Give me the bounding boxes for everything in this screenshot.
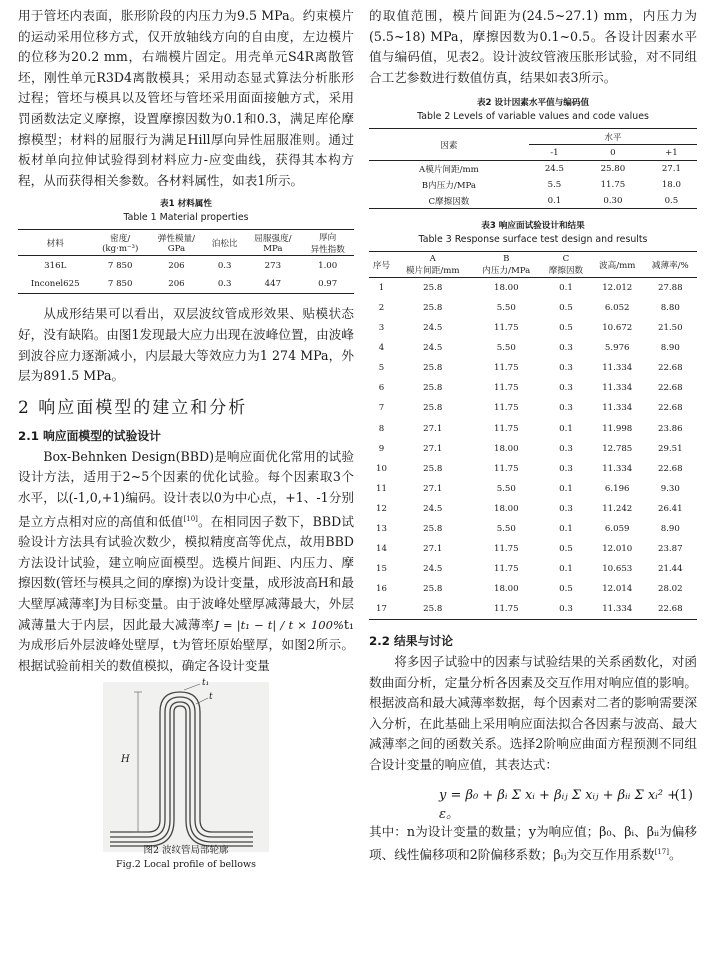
table3-cell: 18.00 xyxy=(493,443,519,454)
table3-cell: 6 xyxy=(378,383,385,394)
table3-row xyxy=(369,559,697,579)
table1-caption-cn: 表1 材料属性 xyxy=(160,199,212,210)
table3-row xyxy=(369,499,697,519)
section-2-2-heading: 2.2 结果与讨论 xyxy=(369,633,453,648)
table2-row xyxy=(369,177,697,193)
table3-cell: 24.5 xyxy=(423,564,443,575)
table3-cell: 2 xyxy=(378,303,385,314)
left-paragraph-1: 用于管坯内表面，胀形阶段的内压力为9.5 MPa。约束模片的运动采用位移方式，仅开放轴线方向的自由度，左边模片的位移为20.2 mm，右端模片固定。用壳单元S4R离散管坯，刚性单元R3D4离散模具；采用动态显式算法分析胀形过程；管坯与模具以及管坯与管坯采用面面接触方式，采用罚函数法定义摩擦，设置摩擦因数为0.1和0.3，满足库伦摩擦模型；材料的屈服行为满足Hill厚向异性屈服准则。通过板材单向拉伸试验得到材料应力-应变曲线，获得其本构方程，从而获得相关参数。各材料属性，如表1所示。 xyxy=(18,8,354,188)
table3-cell: 18.00 xyxy=(493,503,519,514)
table3-cell: 0.3 xyxy=(559,604,573,615)
fig2-label-t1: t₁ xyxy=(202,678,210,689)
table3-cell: 0.5 xyxy=(559,584,573,595)
table3-caption-cn: 表3 响应面试验设计和结果 xyxy=(481,221,585,232)
equation-1 xyxy=(369,776,697,822)
table3-row xyxy=(369,459,697,479)
table3-cell: 9.30 xyxy=(660,483,680,494)
table1-caption-en: Table 1 Material properties xyxy=(123,212,249,224)
table3-cell: 11.75 xyxy=(493,323,519,334)
table2-caption-cn: 表2 设计因素水平值与编码值 xyxy=(476,98,590,109)
table3-cell: 0.5 xyxy=(559,323,573,334)
citation-10: [10] xyxy=(183,514,198,523)
table3-cell: 5.50 xyxy=(496,483,516,494)
table2-cell: 11.75 xyxy=(600,179,626,190)
table3-cell: 21.50 xyxy=(657,323,683,334)
table3-cell: 13 xyxy=(375,524,387,535)
table3-cell: 5.50 xyxy=(496,524,516,535)
table3-cell: 0.3 xyxy=(559,503,573,514)
table3-cell: 23.87 xyxy=(657,544,683,555)
table2-caption-en: Table 2 Levels of variable values and code values xyxy=(417,111,649,123)
left-paragraph-2: 从成形结果可以看出，双层波纹管成形效果、贴模状态好，没有缺陷。由图1发现最大应力出现在波峰位置，由波峰到波谷应力逐渐减小，内层最大等效应力为1 274 MPa，外层为891.5 MPa。 xyxy=(18,306,354,384)
table3-cell: 6.196 xyxy=(604,483,630,494)
table1-cell: Inconel625 xyxy=(30,279,80,290)
table1-cell: 0.3 xyxy=(217,279,232,290)
table2-cell: 24.5 xyxy=(544,164,564,175)
table2-cell: 27.1 xyxy=(661,164,681,175)
table3-cell: 11.242 xyxy=(602,503,633,514)
table3-cell: 0.1 xyxy=(559,283,573,294)
table3-cell: 27.1 xyxy=(423,423,443,434)
figure-2-caption-cn: 图2 波纹管局部轮廓 xyxy=(143,845,229,857)
table3-cell: 11.998 xyxy=(602,423,633,434)
equation-1-number: (1) xyxy=(674,787,693,803)
table3-cell: 22.68 xyxy=(657,604,683,615)
right-column xyxy=(369,6,697,866)
table1-cell: 447 xyxy=(264,279,282,290)
table2-cell: 25.80 xyxy=(600,164,626,175)
table3-row xyxy=(369,479,697,499)
right-paragraph-1: 的取值范围，模片间距为(24.5~27.1) mm，内压力为(5.5~18) MPa，摩擦因数为0.1~0.5。各设计因素水平值与编码值，见表2。设计波纹管液压胀形试验，对不同组合工艺参数进行数值仿真，结果如表3所示。 xyxy=(369,8,697,85)
table3-cell: 8.80 xyxy=(660,303,680,314)
table3-cell: 28.02 xyxy=(657,584,683,595)
table3-cell: 11.334 xyxy=(602,363,633,374)
table1-header-cell: 厚向 异性指数 xyxy=(310,232,345,255)
table2-cell: 5.5 xyxy=(547,179,562,190)
table2-cell: C摩擦因数 xyxy=(428,196,470,207)
figure-2 xyxy=(18,678,354,872)
table3-cell: 14 xyxy=(375,544,387,555)
table3-cell: 10 xyxy=(375,463,387,474)
right-paragraph-2: 将多因子试验中的因素与试验结果的关系函数化，对函数曲面分析，定量分析各因素及交互作用对响应值的影响。根据波高和最大减薄率数据，每个因素对二者的影响需要深入分析，在此基础上采用响应面法拟合各因素与波高、最大减薄率之间的函数关系。选择2阶响应曲面方程预测不同组合设计变量的响应值，其表达式： xyxy=(369,653,697,772)
table1-cell: 1.00 xyxy=(318,260,338,271)
table3-cell: 25.8 xyxy=(423,363,443,374)
table3-cell: 25.8 xyxy=(423,383,443,394)
table1-cell: 7 850 xyxy=(107,279,133,290)
table3-header-cell: B 内压力/MPa xyxy=(482,253,531,276)
table3-header-cell: 波高/mm xyxy=(599,260,636,271)
table3-row xyxy=(369,278,697,298)
table3-cell: 0.1 xyxy=(559,564,573,575)
table3-row xyxy=(369,419,697,439)
table1-cell: 206 xyxy=(168,279,185,290)
table3-cell: 25.8 xyxy=(423,524,443,535)
table2-cell: 18.0 xyxy=(661,179,681,190)
table2-cell: 0.1 xyxy=(547,195,562,206)
equation-1-body: y = β₀ + βᵢ Σ xᵢ + βᵢⱼ Σ xᵢⱼ + βᵢᵢ Σ xᵢ² + ε。 xyxy=(439,787,679,822)
table1-cell: 273 xyxy=(264,260,282,271)
fig2-label-t: t xyxy=(209,692,213,703)
table3-header-cell: A 模片间距/mm xyxy=(405,253,460,276)
table3-cell: 0.3 xyxy=(559,363,573,374)
table1-header-cell: 泊松比 xyxy=(211,238,238,249)
table3-cell: 5.976 xyxy=(604,343,630,354)
section-2-1-heading: 2.1 响应面模型的试验设计 xyxy=(18,428,161,443)
table3-cell: 11.75 xyxy=(493,383,519,394)
table1-header-cell: 密度/ (kg·m⁻³) xyxy=(102,233,139,254)
table3-cell: 17 xyxy=(375,604,387,615)
table3-cell: 11.75 xyxy=(493,604,519,615)
thinning-formula: J = |t₁ − t| / t × 100% xyxy=(214,617,344,632)
table3-row xyxy=(369,439,697,459)
table3-cell: 24.5 xyxy=(423,323,443,334)
table1-header-cell: 屈服强度/ MPa xyxy=(254,233,292,254)
table3-cell: 18.00 xyxy=(493,584,519,595)
table3-cell: 12.010 xyxy=(602,544,633,555)
table3-cell: 29.51 xyxy=(657,443,683,454)
figure-2-caption-en: Fig.2 Local profile of bellows xyxy=(116,859,256,871)
table3-cell: 7 xyxy=(378,403,385,414)
table3-cell: 27.1 xyxy=(423,544,443,555)
table3-cell: 16 xyxy=(375,584,387,595)
table3-cell: 11.75 xyxy=(493,423,519,434)
bellows-profile-drawing xyxy=(18,682,354,852)
citation-17: [17] xyxy=(654,848,669,857)
table1-cell: 206 xyxy=(168,260,185,271)
table3-cell: 25.8 xyxy=(423,403,443,414)
table3-cell: 22.68 xyxy=(657,463,683,474)
left-paragraph-3: Box-Behnken Design(BBD)是响应面优化常用的试验设计方法，适用于2~5个因素的优化试验。每个因素取3个水平，以(-1,0,+1)编码。设计表以0为中心点，+1、-1分别是立方点相对应的高值和低值[10]。在相同因子数下，BBD试验设计方法具有试验次数少，模拟精度高等优点，故用BBD方法设计试验，建立响应面模型。选模片间距、内压力、摩擦因数(管坯与模具之间的摩擦)为设计变量，成形波高H和最大壁厚减薄率J为目标变量。由于波峰处壁厚减薄最大，外层减薄量大于内层，因此最大减薄率J = |t₁ − t| / t × 100%t₁为成形后外层波峰处壁厚，t为管坯原始壁厚，如图2所示。根据试验前相关的数值模拟，确定各设计变量 xyxy=(18,448,355,673)
table1-cell: 316L xyxy=(44,260,67,271)
table3-cell: 27.1 xyxy=(423,483,443,494)
table2-row xyxy=(369,193,697,209)
table2-cell: 0.5 xyxy=(664,195,679,206)
table3-cell: 8 xyxy=(378,423,385,434)
table3-header-cell: 序号 xyxy=(372,260,391,271)
table3-cell: 25.8 xyxy=(423,283,443,294)
table3-row xyxy=(369,338,697,358)
table1-header-cell: 材料 xyxy=(46,238,64,249)
table3-cell: 0.1 xyxy=(559,483,573,494)
section-2-heading: 2 响应面模型的建立和分析 xyxy=(18,397,248,418)
table3-row xyxy=(369,358,697,378)
table3-cell: 0.3 xyxy=(559,463,573,474)
table1-cell: 0.97 xyxy=(318,279,338,290)
table3-cell: 11.75 xyxy=(493,463,519,474)
table1-material-properties xyxy=(18,229,354,294)
table1-cell: 7 850 xyxy=(107,260,133,271)
table3-cell: 27.1 xyxy=(423,443,443,454)
table2-code-cell: 0 xyxy=(610,147,616,158)
table3-cell: 5.50 xyxy=(496,303,516,314)
table3-header-cell: 减薄率/% xyxy=(651,260,689,271)
table1-row xyxy=(18,275,354,294)
table3-response-surface-results xyxy=(369,251,697,620)
table2-factor-header: 因素 xyxy=(369,129,529,161)
table3-cell: 12.785 xyxy=(602,443,633,454)
table2-code-cell: +1 xyxy=(665,147,678,158)
table3-cell: 3 xyxy=(378,323,385,334)
table3-row xyxy=(369,298,697,318)
table1-row xyxy=(18,256,354,275)
table3-cell: 10.672 xyxy=(602,323,633,334)
table3-caption-en: Table 3 Response surface test design and results xyxy=(418,234,648,246)
table3-cell: 11.75 xyxy=(493,544,519,555)
table3-cell: 18.00 xyxy=(493,283,519,294)
table3-cell: 9 xyxy=(378,443,385,454)
table3-cell: 24.5 xyxy=(423,503,443,514)
table3-cell: 23.86 xyxy=(657,423,683,434)
table3-cell: 11.334 xyxy=(602,463,633,474)
table3-cell: 5.50 xyxy=(496,343,516,354)
table3-cell: 26.41 xyxy=(657,503,683,514)
table3-cell: 11.75 xyxy=(493,363,519,374)
table3-cell: 10.653 xyxy=(602,564,633,575)
table3-cell: 25.8 xyxy=(423,463,443,474)
table3-cell: 11.75 xyxy=(493,403,519,414)
table3-cell: 25.8 xyxy=(423,604,443,615)
table3-cell: 11.334 xyxy=(602,403,633,414)
table3-cell: 22.68 xyxy=(657,383,683,394)
table3-header-cell: C 摩擦因数 xyxy=(548,253,584,276)
table3-cell: 6.059 xyxy=(604,524,630,535)
table3-row xyxy=(369,539,697,559)
table3-cell: 0.3 xyxy=(559,403,573,414)
table3-row xyxy=(369,579,697,599)
table3-row xyxy=(369,398,697,418)
table3-cell: 0.3 xyxy=(559,383,573,394)
table3-cell: 11.75 xyxy=(493,564,519,575)
table3-cell: 8.90 xyxy=(660,524,680,535)
table3-cell: 0.3 xyxy=(559,343,573,354)
table2-row xyxy=(369,161,697,177)
table3-cell: 5 xyxy=(378,363,385,374)
table2-factor-levels xyxy=(369,128,697,209)
table3-cell: 0.5 xyxy=(559,544,573,555)
table2-cell: 0.30 xyxy=(603,195,623,206)
table3-cell: 12 xyxy=(375,503,387,514)
fig2-label-h: H xyxy=(121,754,130,766)
table3-cell: 27.88 xyxy=(657,283,683,294)
table3-cell: 0.5 xyxy=(559,303,573,314)
table3-row xyxy=(369,519,697,539)
table3-cell: 11.334 xyxy=(602,604,633,615)
right-paragraph-3: 其中：n为设计变量的数量；y为响应值；β₀、βᵢ、βᵢᵢ为偏移项、线性偏移项和2阶偏移系数；βᵢⱼ为交互作用系数[17]。 xyxy=(369,823,697,863)
table3-row xyxy=(369,378,697,398)
table3-cell: 0.1 xyxy=(559,524,573,535)
table2-level-header: 水平 xyxy=(529,129,697,145)
table1-cell: 0.3 xyxy=(217,260,232,271)
table3-cell: 15 xyxy=(375,564,387,575)
table1-header-cell: 弹性模量/ GPa xyxy=(157,233,196,254)
table3-cell: 8.90 xyxy=(660,343,680,354)
table3-cell: 22.68 xyxy=(657,403,683,414)
table2-cell: A模片间距/mm xyxy=(419,165,479,176)
table3-cell: 4 xyxy=(378,343,385,354)
table3-cell: 25.8 xyxy=(423,584,443,595)
left-column xyxy=(18,6,354,872)
table3-cell: 11.334 xyxy=(602,383,633,394)
table2-code-cell: -1 xyxy=(550,147,559,158)
table3-row xyxy=(369,318,697,338)
table3-cell: 12.014 xyxy=(602,584,633,595)
table3-cell: 22.68 xyxy=(657,363,683,374)
table3-cell: 1 xyxy=(378,283,385,294)
table3-cell: 6.052 xyxy=(604,303,630,314)
table3-cell: 25.8 xyxy=(423,303,443,314)
table3-cell: 0.3 xyxy=(559,443,573,454)
table3-cell: 21.44 xyxy=(657,564,683,575)
table3-row xyxy=(369,599,697,619)
table3-cell: 12.012 xyxy=(602,283,633,294)
table2-cell: B内压力/MPa xyxy=(421,180,477,191)
table3-cell: 24.5 xyxy=(423,343,443,354)
table3-cell: 11 xyxy=(375,483,387,494)
table3-cell: 0.1 xyxy=(559,423,573,434)
